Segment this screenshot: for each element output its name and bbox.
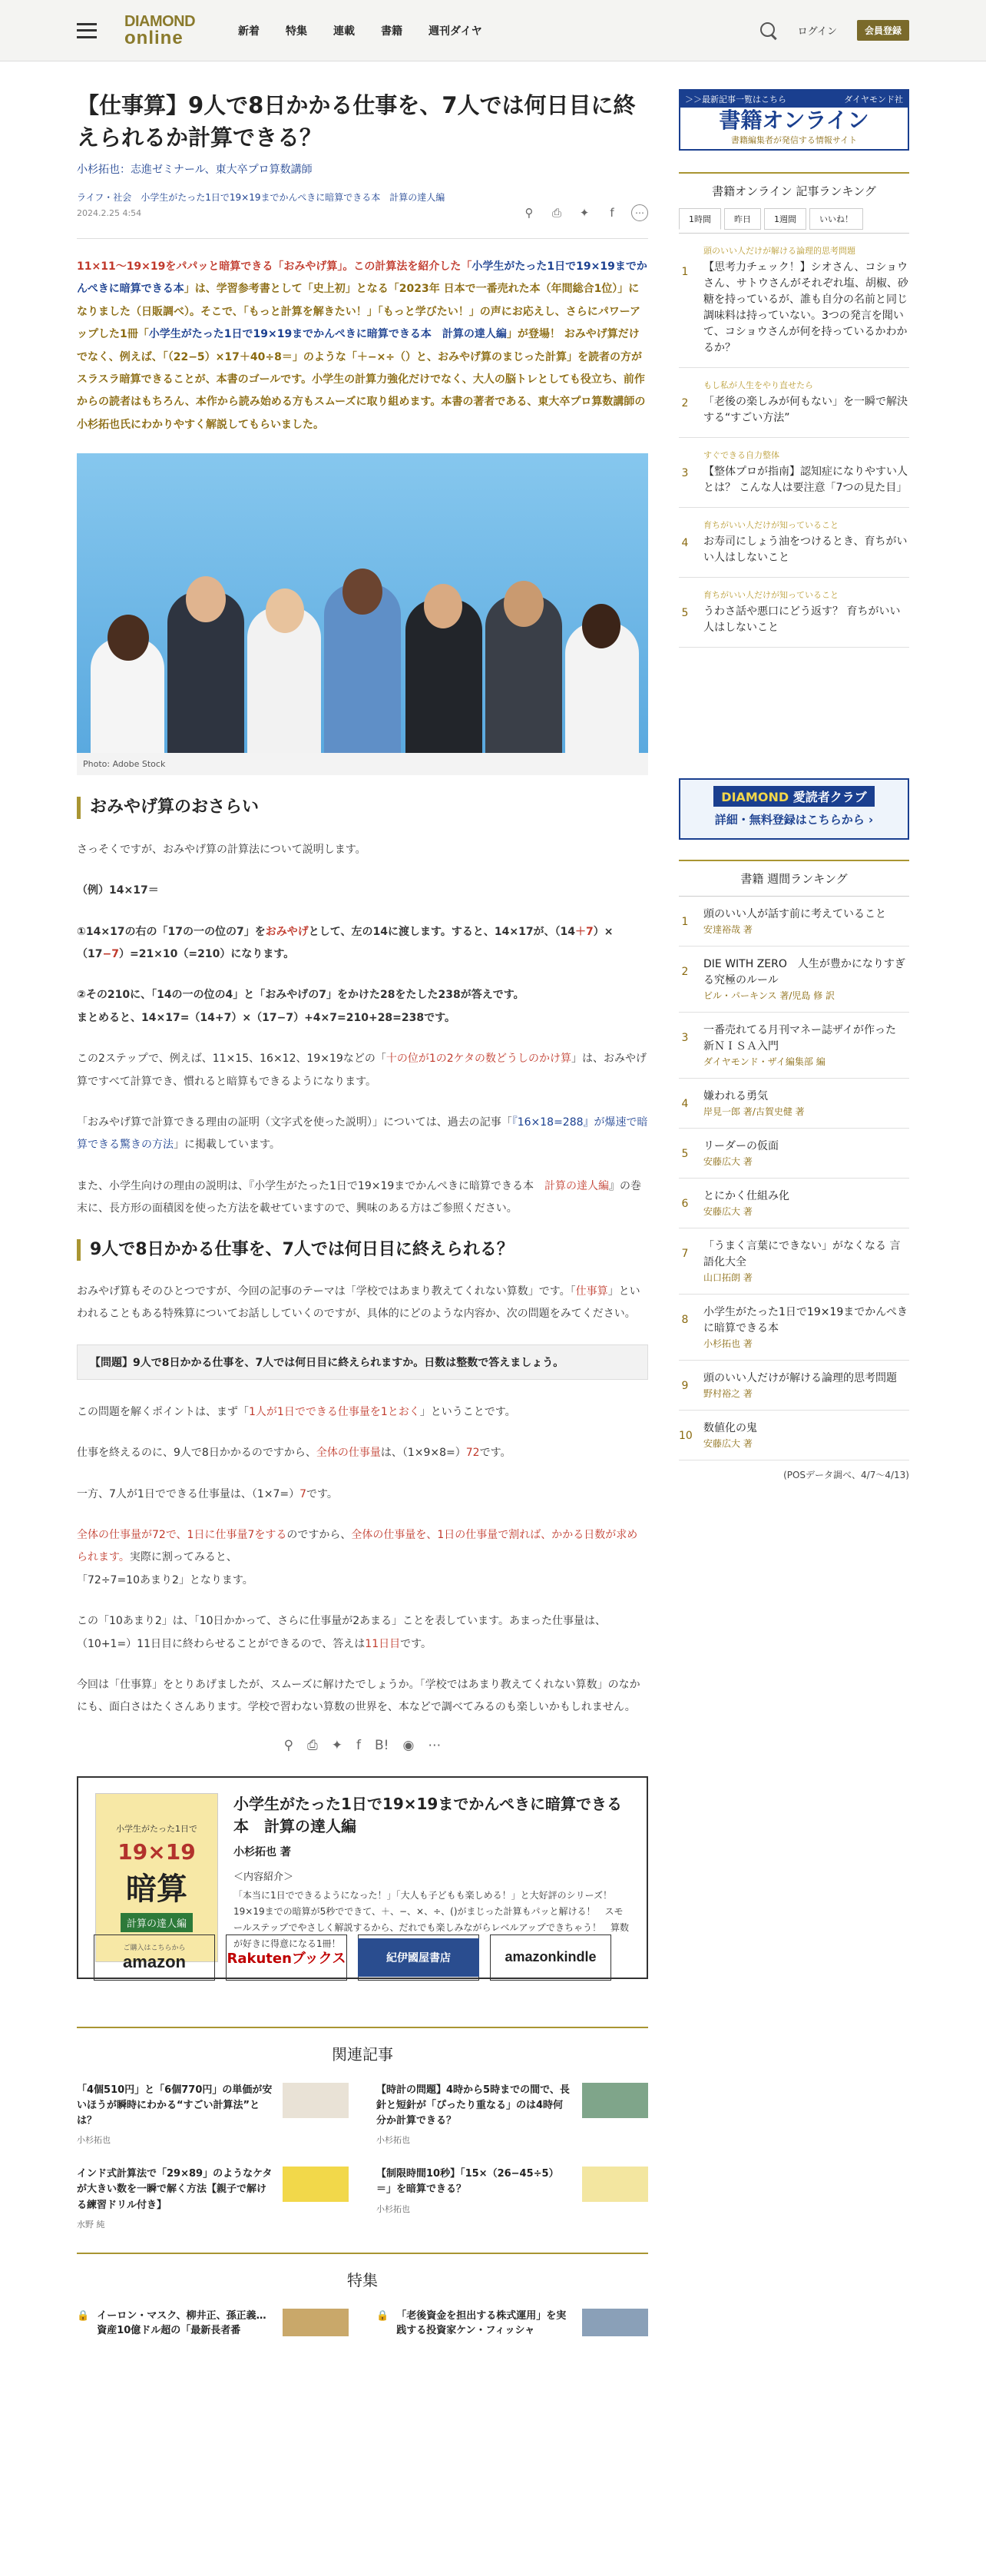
paragraph: さっそくですが、おみやげ算の計算法について説明します。	[77, 843, 366, 856]
book-rank-author: ビル・パーキンス 著/児島 修 訳	[703, 990, 835, 1001]
related-title: 【時計の問題】4時から5時までの間で、長針と短針が「ぴったり重なる」のは4時何分か計算できる？	[376, 2084, 570, 2127]
text-highlight: ＋7	[575, 925, 594, 938]
text-highlight: 7	[299, 1487, 307, 1500]
book-rank-title: 一番売れてる月刊マネー誌ザイが作った 新ＮＩＳＡ入門	[703, 1024, 897, 1053]
tab-1hour[interactable]: 1時間	[679, 208, 721, 230]
text-highlight: 全体の仕事量が72で、1日に仕事量7をする	[77, 1529, 287, 1542]
book-rank-author: 安藤広大 著	[703, 1438, 753, 1449]
login-link[interactable]: ログイン	[797, 26, 837, 38]
question-box: 【問題】9人で8日かかる仕事を、7人では何日目に終えられますか。日数は整数で答えましょう。	[77, 1344, 648, 1380]
text-part: ）×（17	[77, 925, 614, 960]
related-item[interactable]	[77, 2083, 349, 2147]
paragraph	[77, 1610, 648, 1656]
book-rank-author: 山口拓朗 著	[703, 1272, 753, 1283]
rank-number: 4	[681, 537, 689, 549]
rank-title: お寿司にしょう油をつけるとき、育ちがいい人はしないこと	[703, 535, 908, 564]
related-author: 小杉拓也	[376, 2135, 410, 2146]
hatena-icon[interactable]: B!	[374, 1737, 389, 1753]
nav-series[interactable]: 連載	[333, 25, 356, 38]
paragraph	[77, 1281, 648, 1326]
store-links	[94, 1934, 648, 1981]
text-highlight: 1人が1日でできる仕事量を1とおく	[249, 1405, 420, 1418]
book-rank-item[interactable]	[679, 1013, 909, 1079]
related-title: 【制限時間10秒】「15×（26−45÷5）＝」を暗算できる？	[376, 2168, 559, 2196]
book-rank-author: 岸見一郎 著/古賀史健 著	[703, 1106, 805, 1117]
share-toolbar-bottom	[77, 1738, 648, 1753]
paragraph: 今回は「仕事算」をとりあげましたが、スムーズに解けたでしょうか。「学校ではあまり教えてくれない算数」のなかにも、面白さはたくさんあります。学校で習わない算数の世界を、本などで調べてみるのも楽しいかもしれません。	[77, 1679, 640, 1714]
share-toolbar	[77, 204, 648, 221]
featured-item[interactable]	[376, 2309, 648, 2339]
ranking-item[interactable]	[679, 234, 909, 368]
text-highlight: −7	[102, 947, 119, 960]
book-rank-item[interactable]	[679, 1079, 909, 1129]
rank-number: 5	[681, 607, 689, 619]
banner-subtitle: 詳細・無料登録はこちらから ›	[714, 813, 874, 827]
text-part: 実際に割ってみると、	[129, 1551, 237, 1564]
article-lead	[77, 238, 648, 436]
lead-part: 11×11〜19×19をパパッと暗算できる「おみやげ算」。この計算法を紹介した「	[77, 260, 472, 274]
text-part: 仕事を終えるのに、9人で8日かかるのですから、	[77, 1447, 316, 1460]
text-part: まとめると、14×17=（14+7）×（17−7）+4×7=210+28=238です。	[77, 1011, 456, 1024]
book-rank-item[interactable]	[679, 897, 909, 947]
related-author: 小杉拓也	[376, 2203, 410, 2214]
rank-number: 4	[681, 1098, 689, 1110]
book-rank-author: 安達裕哉 著	[703, 924, 753, 935]
book-rank-title: とにかく仕組み化	[703, 1190, 789, 1202]
lock-icon: 🔒	[77, 2309, 90, 2322]
clip-icon[interactable]: ⚲	[283, 1737, 294, 1753]
rank-number: 9	[681, 1380, 689, 1392]
site-header	[0, 0, 986, 61]
book-rank-title: 頭のいい人が話す前に考えていること	[703, 908, 886, 920]
related-title: 「4個510円」と「6個770円」の単価が安いほうが瞬時にわかる“すごい計算法”とは？	[77, 2084, 273, 2127]
print-icon[interactable]: ⎙	[307, 1737, 318, 1753]
text-highlight: 仕事算	[575, 1285, 608, 1298]
logo-top-text: DIAMOND	[124, 12, 196, 30]
book-rank-title: リーダーの仮面	[703, 1140, 779, 1152]
related-heading: 関連記事	[77, 2027, 648, 2064]
rank-number: 3	[681, 1032, 689, 1044]
text-part: ）=21×10（=210）になります。	[118, 947, 295, 960]
text-part: 」に掲載しています。	[174, 1139, 280, 1152]
book-rank-item[interactable]	[679, 1411, 909, 1460]
book-rank-title: 嫌われる勇気	[703, 1090, 768, 1102]
rank-number: 3	[681, 467, 689, 479]
nav-featured[interactable]: 特集	[286, 25, 308, 38]
article-title: 【仕事算】9人で8日かかる仕事を、7人では何日目に終えられるか計算できる？	[77, 92, 636, 151]
banner-text: ＞＞最新記事一覧はこちら	[685, 94, 786, 104]
text-part: この2ステップで、例えば、11×15、16×12、19×19などの「	[77, 1053, 386, 1066]
text-part: です。	[306, 1487, 338, 1500]
rank-number: 6	[681, 1198, 689, 1210]
book-rank-author: 小杉拓也 著	[703, 1338, 753, 1349]
section-heading-2: 9人で8日かかる仕事を、7人では何日目に終えられる？	[77, 1239, 648, 1261]
text-part: 「おみやげ算で計算できる理由の証明（文字式を使った説明）」については、過去の記事「	[77, 1116, 512, 1129]
section-heading-1: おみやげ算のおさらい	[77, 797, 648, 819]
text-highlight: 11日目	[365, 1637, 401, 1650]
book-rank-author: 安藤広大 著	[703, 1206, 753, 1217]
banner-title: 書籍オンライン	[719, 108, 869, 133]
text-highlight: 全体の仕事量	[316, 1447, 381, 1460]
text-part: ②その210に、「14の一の位の4」と「おみやげの7」をかけた28をたした238が答えです。	[77, 989, 524, 1002]
rakuten-button[interactable]: Rakutenブックス	[226, 1934, 347, 1981]
amazon-button[interactable]	[94, 1934, 215, 1981]
books-online-banner[interactable]	[679, 89, 909, 151]
book-rank-title: 数値化の鬼	[703, 1422, 757, 1434]
rank-number: 7	[681, 1248, 689, 1260]
text-part: は、（1×9×8=）	[380, 1447, 466, 1460]
search-icon[interactable]	[759, 22, 778, 40]
text-part: この問題を解くポイントは、まず「	[77, 1405, 249, 1418]
book-rank-author: 野村裕之 著	[703, 1388, 753, 1399]
member-register-button[interactable]: 会員登録	[857, 20, 909, 41]
nav-weekly[interactable]: 週刊ダイヤ	[428, 25, 482, 38]
more-icon[interactable]: ⋯	[428, 1737, 442, 1753]
article-ranking-title: 書籍オンライン 記事ランキング	[679, 172, 909, 199]
book-rank-item[interactable]	[679, 1228, 909, 1295]
ranking-item[interactable]	[679, 508, 909, 578]
ranking-item[interactable]	[679, 368, 909, 438]
rank-title: 「老後の楽しみが何もない」を一瞬で解決する“すごい方法”	[703, 396, 908, 424]
ranking-item[interactable]	[679, 438, 909, 508]
lead-link[interactable]: 小学生がたった1日で19×19までかんぺきに暗算できる本 計算の達人編	[148, 328, 507, 341]
book-rank-title: 「うまく言葉にできない」がなくなる 言語化大全	[703, 1240, 901, 1268]
nav-new[interactable]: 新着	[238, 25, 260, 38]
more-icon[interactable]: ⋯	[631, 204, 648, 221]
menu-icon[interactable]	[77, 23, 97, 38]
rank-title: 【思考力チェック！】シオさん、コショウさん、サトウさんがそれぞれ塩、胡椒、砂糖を持っているが、誰も自分の名前と同じ調味料は持っていない。3つの発言を聞いて、コショウさんが何を持っているかわかるか？	[703, 261, 908, 354]
twitter-icon[interactable]: ✦	[579, 206, 590, 220]
related-thumb	[283, 2083, 349, 2118]
store-label: amazon	[123, 1952, 186, 1972]
text-highlight: おみやげ	[265, 925, 309, 938]
related-item[interactable]	[376, 2083, 648, 2147]
step-2	[77, 984, 648, 1029]
paragraph	[77, 1442, 648, 1464]
facebook-icon[interactable]: f	[356, 1737, 361, 1753]
featured-title: イーロン・マスク、柳井正、孫正義…資産10億ドル超の「最新長者番	[97, 2309, 266, 2337]
main-nav	[238, 23, 759, 38]
text-part: 一方、7人が1日でできる仕事量は、（1×7=）	[77, 1487, 300, 1500]
lock-icon: 🔒	[376, 2309, 389, 2322]
text-part: 」ということです。	[419, 1405, 516, 1418]
store-label: 紀伊國屋書店	[358, 1938, 479, 1977]
tab-yesterday[interactable]: 昨日	[724, 208, 761, 230]
article-main	[77, 89, 648, 2339]
featured-list	[77, 2309, 648, 2339]
paragraph	[77, 1048, 648, 1093]
book-rank-item[interactable]	[679, 1179, 909, 1228]
book-intro-heading: ＜内容紹介＞	[233, 1871, 294, 1883]
book-rank-author: 安藤広大 著	[703, 1156, 753, 1167]
pos-note: (POSデータ調べ、4/7〜4/13)	[783, 1470, 909, 1480]
book-author: 小杉拓也 著	[233, 1845, 291, 1858]
cover-text: 19×19	[117, 1839, 196, 1865]
step-1	[77, 921, 648, 966]
rank-number: 5	[681, 1148, 689, 1160]
book-ranking-title: 書籍 週間ランキング	[679, 860, 909, 887]
book-rank-item[interactable]	[679, 1361, 909, 1411]
text-part: 」といわれることもある特殊算についてお話ししていくのですが、具体的にどのような内容か、次の問題をみてください。	[77, 1285, 640, 1321]
rank-kicker: 頭のいい人だけが解ける論理的思考問題	[703, 246, 855, 256]
paragraph	[77, 1401, 648, 1424]
rank-kicker: 育ちがいい人だけが知っていること	[703, 590, 839, 600]
clip-icon[interactable]: ⚲	[524, 206, 534, 220]
paragraph	[77, 1112, 648, 1157]
text-part: また、小学生向けの理由の説明は、『小学生がたった1日で19×19までかんぺきに暗算できる本	[77, 1179, 544, 1192]
twitter-icon[interactable]: ✦	[331, 1737, 342, 1753]
text-part: おみやげ算もそのひとつですが、今回の記事のテーマは「学校ではあまり教えてくれない算数」です。「	[77, 1285, 576, 1298]
banner-title: 愛読者クラブ	[792, 790, 867, 804]
text-part: 「72÷7=10あまり2」となります。	[77, 1573, 253, 1586]
text-highlight: 全体の仕事量を、1日の仕事量で割れば、かかる日数が求められます。	[77, 1529, 638, 1564]
rank-number: 8	[681, 1314, 689, 1326]
related-author: 小杉拓也	[77, 2135, 111, 2146]
lead-part: 」が登場！ おみやげ算だけでなく、例えば、「（22−5）×17＋40÷8＝」のような「＋−×÷（）と、おみやげ算のまじった計算」を読者の方がスラスラ暗算できることが、本書のゴールです。小学生の計算力強化だけでなく、大人の脳トレとしても役立ち、前作からの読者はもちろん、本作から読み始める方もスムーズに取り組めます。本書の著者である、東大卒プロ算数講師の小杉拓也氏にわかりやすく解説してもらいました。	[77, 328, 646, 431]
author-link[interactable]: 小杉拓也：志進ゼミナール、東大卒プロ算数講師	[77, 164, 313, 177]
category-link[interactable]: ライフ・社会 小学生がたった1日で19×19までかんぺきに暗算できる本 計算の達人編	[77, 192, 445, 204]
rank-title: 【整体プロが指南】認知症になりやすい人とは？ こんな人は要注意「7つの見た目」	[703, 466, 908, 494]
related-item[interactable]	[77, 2167, 349, 2230]
cover-text: 暗算	[126, 1871, 187, 1908]
text-highlight: 72	[465, 1447, 480, 1460]
lead-part: 」は、学習参考書として「史上初」となる「2023年 日本で一番売れた本（年間総合1位）」になりました（日販調べ）。そこで、「もっと計算を解きたい！」「もっと学びたい！」の声にお応えし、さらにパワーアップした1冊「	[77, 283, 641, 341]
book-ranking-list	[679, 896, 909, 1460]
book-link[interactable]: 計算の達人編	[544, 1179, 609, 1192]
featured-item[interactable]	[77, 2309, 349, 2339]
book-rank-item[interactable]	[679, 1129, 909, 1179]
book-rank-item[interactable]	[679, 1295, 909, 1361]
related-title: インド式計算法で「29×89」のようなケタが大きい数を一瞬で解く方法【親子で解ける練習ドリル付き】	[77, 2168, 273, 2211]
text-part: 」は、おみやげ算ですべて計算でき、慣れると暗算もできるようになります。	[77, 1053, 647, 1088]
paragraph	[77, 1524, 648, 1592]
book-title: 小学生がたった1日で19×19までかんぺきに暗算できる本 計算の達人編	[233, 1794, 622, 1835]
book-rank-author: ダイヤモンド・ザイ編集部 編	[703, 1056, 826, 1067]
banner-text: ダイヤモンド社	[844, 94, 903, 104]
text-part: のですから、	[286, 1529, 352, 1542]
book-rank-item[interactable]	[679, 947, 909, 1013]
text-part: ①14×17の右の「17の一の位の7」を	[77, 925, 266, 938]
related-list	[77, 2083, 648, 2231]
related-thumb	[582, 2083, 648, 2118]
photo-caption: Photo: Adobe Stock	[77, 753, 648, 775]
book-rank-title: 小学生がたった1日で19×19までかんぺきに暗算できる本	[703, 1306, 908, 1334]
nav-books[interactable]: 書籍	[381, 25, 403, 38]
text-part: です。	[479, 1447, 511, 1460]
paragraph	[77, 1484, 648, 1506]
rank-number: 2	[681, 397, 689, 409]
text-part: 』の巻末に、長方形の面積図を使った方法を載せていますので、興味のある方はご参照ください。	[77, 1179, 641, 1215]
site-logo[interactable]	[124, 14, 195, 48]
text-highlight: 十の位が1の2ケタの数どうしのかけ算	[385, 1053, 571, 1066]
rank-kicker: すぐできる自力整体	[703, 450, 779, 460]
sidebar	[679, 89, 909, 2339]
readers-club-banner[interactable]	[679, 778, 909, 840]
rank-kicker: もし私が人生をやり直せたら	[703, 380, 813, 390]
featured-title: 「老後資金を担出する株式運用」を実践する投資家ケン・フィッシャ	[396, 2309, 567, 2337]
cover-text: 小学生がたった1日で	[116, 1824, 197, 1835]
book-intro: 「本当に1日でできるようになった！」「大人も子どもも楽しめる！」と大好評のシリーズ！ 19×19までの暗算が5秒でできて、＋、−、×、÷、()がまじった計算もパッと解ける！ スモールステップでやさしく解説するから、だれでも楽しみながらレベルアップできちゃう！ 算数が好きに得意になる1冊！	[233, 1889, 630, 1949]
facebook-icon[interactable]: f	[610, 206, 614, 220]
related-thumb	[582, 2167, 648, 2202]
rank-number: 1	[681, 916, 689, 928]
lead-link[interactable]: 小学生がたった1日で19×19までかんぺきに暗算できる本	[77, 260, 647, 296]
tab-1week[interactable]: 1週間	[764, 208, 806, 230]
store-note: ご購入はこちらから	[123, 1944, 186, 1952]
rank-number: 2	[681, 966, 689, 978]
cover-text: 計算の達人編	[121, 1913, 193, 1932]
banner-brand: DIAMOND	[721, 790, 789, 804]
related-author: 水野 純	[77, 2219, 105, 2230]
line-icon[interactable]: ◉	[402, 1737, 415, 1753]
related-thumb	[283, 2167, 349, 2202]
book-rank-title: DIE WITH ZERO 人生が豊かになりすぎる究極のルール	[703, 958, 905, 986]
publish-date: 2024.2.25 4:54	[77, 208, 142, 219]
related-item[interactable]	[376, 2167, 648, 2230]
paragraph	[77, 1175, 648, 1221]
example: （例）14×17＝	[77, 884, 159, 897]
featured-thumb	[283, 2309, 349, 2336]
text-part: この「10あまり2」は、「10日かかって、さらに仕事量が2あまる」ことを表しています。あまった仕事量は、（10+1=）11日目に終わらせることができるので、答えは	[77, 1615, 607, 1650]
article-ranking-list	[679, 233, 909, 648]
hero-photo	[77, 453, 648, 753]
banner-subtitle: 書籍編集者が発信する情報サイト	[730, 134, 858, 145]
book-rank-title: 頭のいい人だけが解ける論理的思考問題	[703, 1372, 897, 1384]
rank-title: うわさ話や悪口にどう返す？ 育ちがいい人はしないこと	[703, 605, 901, 634]
rank-number: 10	[679, 1430, 693, 1442]
rank-kicker: 育ちがいい人だけが知っていること	[703, 520, 839, 530]
past-article-link[interactable]: 『16×18=288』が爆速で暗算できる驚きの方法	[77, 1116, 648, 1152]
kindle-button[interactable]: amazonkindle	[490, 1934, 611, 1981]
rank-number: 1	[681, 266, 689, 278]
ad-spacer	[679, 686, 909, 778]
featured-thumb	[582, 2309, 648, 2336]
featured-heading: 特集	[77, 2253, 648, 2290]
kinokuniya-button[interactable]	[358, 1934, 479, 1981]
text-part: です。	[400, 1637, 432, 1650]
ranking-tabs	[679, 208, 909, 230]
text-part: として、左の14に渡します。すると、14×17が、（14	[308, 925, 576, 938]
logo-bottom-text: online	[124, 27, 184, 48]
print-icon[interactable]: ⎙	[551, 206, 561, 220]
tab-likes[interactable]: いいね！	[809, 208, 863, 230]
ranking-item[interactable]	[679, 578, 909, 648]
